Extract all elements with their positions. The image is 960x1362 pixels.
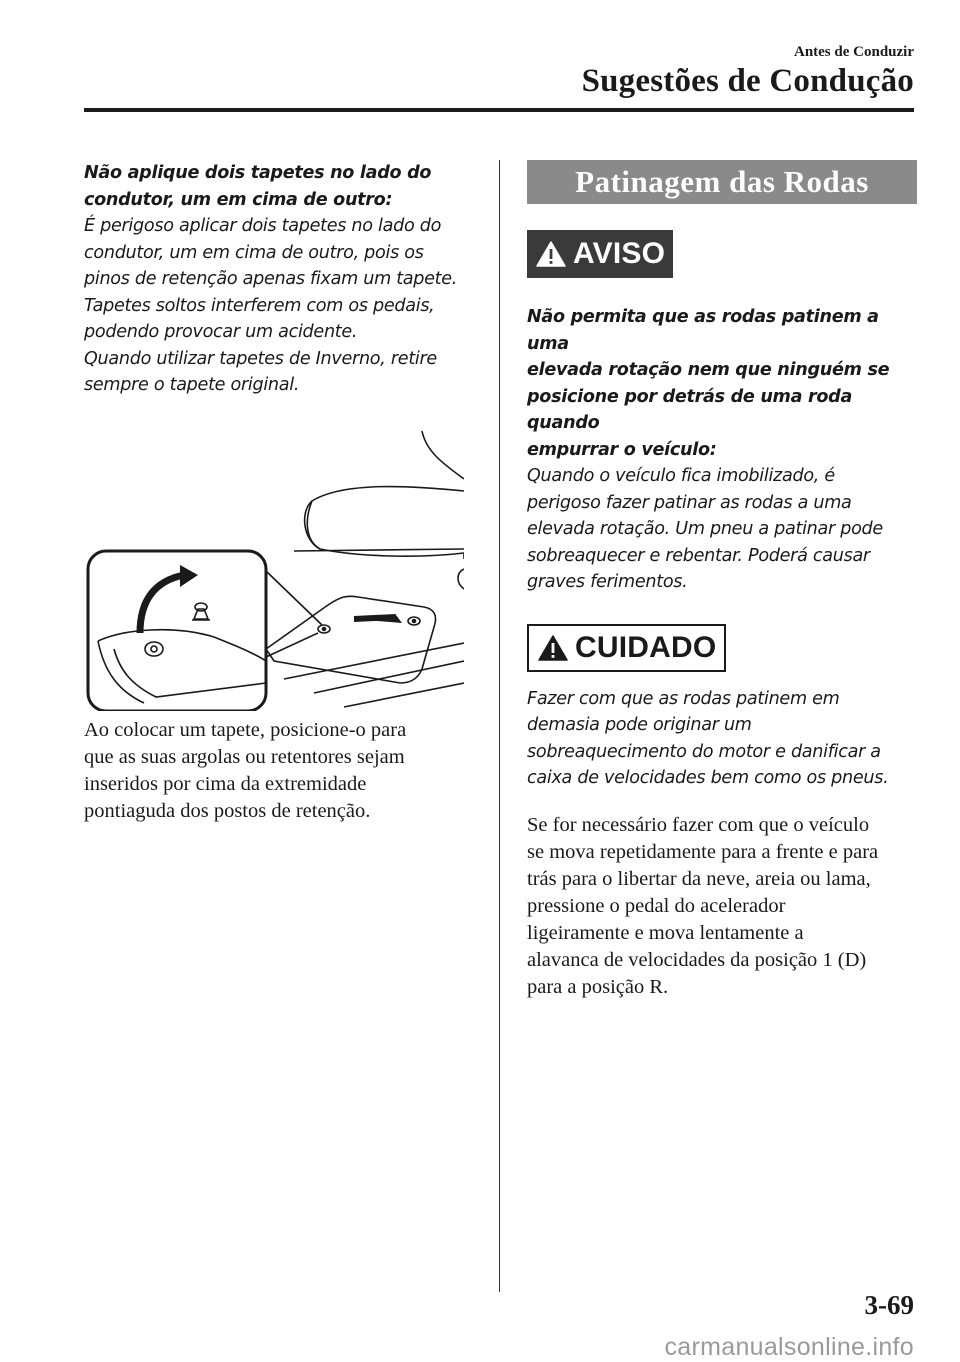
mat-warning-text-line: podendo provocar um acidente. [84, 322, 358, 342]
aviso-heading-line: Não permita que as rodas patinem a uma [527, 307, 879, 354]
wheel-spin-text-line: pressione o pedal do acelerador [527, 894, 786, 917]
wheel-spin-text-line: alavanca de velocidades da posição 1 (D) [527, 948, 867, 971]
mat-warning-heading-line: Não aplique dois tapetes no lado do [84, 163, 432, 183]
left-column [84, 160, 474, 825]
page-number: 3-69 [864, 1290, 914, 1320]
mat-warning-text-line: É perigoso aplicar dois tapetes no lado do [84, 216, 442, 236]
wheel-spin-text-line: para a posição R. [527, 975, 669, 998]
aviso-heading-line: empurrar o veículo: [527, 439, 717, 460]
floor-mat-retention-pin-illustration [84, 421, 464, 711]
watermark: carmanualsonline.info [664, 1333, 914, 1361]
header-divider [84, 108, 914, 112]
mat-warning-text-line: Tapetes soltos interferem com os pedais, [84, 295, 435, 316]
mat-warning-heading-line: condutor, um em cima de outro: [84, 189, 393, 210]
caution-triangle-icon [537, 634, 569, 662]
cuidado-label: CUIDADO [575, 630, 717, 664]
warning-triangle-icon [535, 240, 567, 268]
cuidado-badge [527, 624, 726, 672]
right-column [527, 160, 917, 1001]
mat-warning-text-line: condutor, um em cima de outro, pois os [84, 242, 424, 263]
column-divider [499, 160, 500, 1292]
mat-placement-text-line: inseridos por cima da extremidade [84, 772, 367, 795]
wheel-spin-text-line: Se for necessário fazer com que o veículo [527, 813, 870, 836]
mat-placement-text-line: pontiaguda dos postos de retenção. [84, 799, 371, 822]
cuidado-text-line: Fazer com que as rodas patinem em [527, 688, 840, 709]
page-title: Sugestões de Condução [581, 63, 914, 99]
aviso-text-line: graves ferimentos. [527, 572, 688, 592]
wheel-spin-text-line: se mova repetidamente para a frente e para [527, 840, 879, 863]
chapter-label: Antes de Conduzir [793, 44, 914, 60]
aviso-heading-line: elevada rotação nem que ninguém se [527, 360, 890, 380]
cuidado-text-line: sobreaquecimento do motor e danificar a [527, 741, 881, 762]
aviso-text-line: sobreaquecer e rebentar. Poderá causar [527, 545, 870, 566]
aviso-text-line: Quando o veículo fica imobilizado, é [527, 466, 835, 486]
mat-warning-text-line: sempre o tapete original. [84, 375, 300, 395]
mat-placement-text-line: que as suas argolas ou retentores sejam [84, 745, 405, 768]
wheel-spin-text-line: trás para o libertar da neve, areia ou lama, [527, 867, 871, 890]
mat-warning-text-line: Quando utilizar tapetes de Inverno, retire [84, 348, 437, 369]
mat-warning-text-line: pinos de retenção apenas fixam um tapete. [84, 269, 458, 289]
cuidado-text-line: caixa de velocidades bem como os pneus. [527, 768, 889, 788]
aviso-label: AVISO [573, 237, 666, 270]
aviso-text-line: elevada rotação. Um pneu a patinar pode [527, 519, 883, 539]
aviso-badge [527, 230, 673, 278]
wheel-spin-text-line: ligeiramente e mova lentamente a [527, 921, 804, 944]
section-title: Patinagem das Rodas [527, 160, 917, 204]
mat-placement-text-line: Ao colocar um tapete, posicione-o para [84, 718, 407, 741]
aviso-text-line: perigoso fazer patinar as rodas a uma [527, 492, 852, 513]
aviso-heading-line: posicione por detrás de uma roda quando [527, 386, 853, 433]
cuidado-text-line: demasia pode originar um [527, 715, 752, 735]
